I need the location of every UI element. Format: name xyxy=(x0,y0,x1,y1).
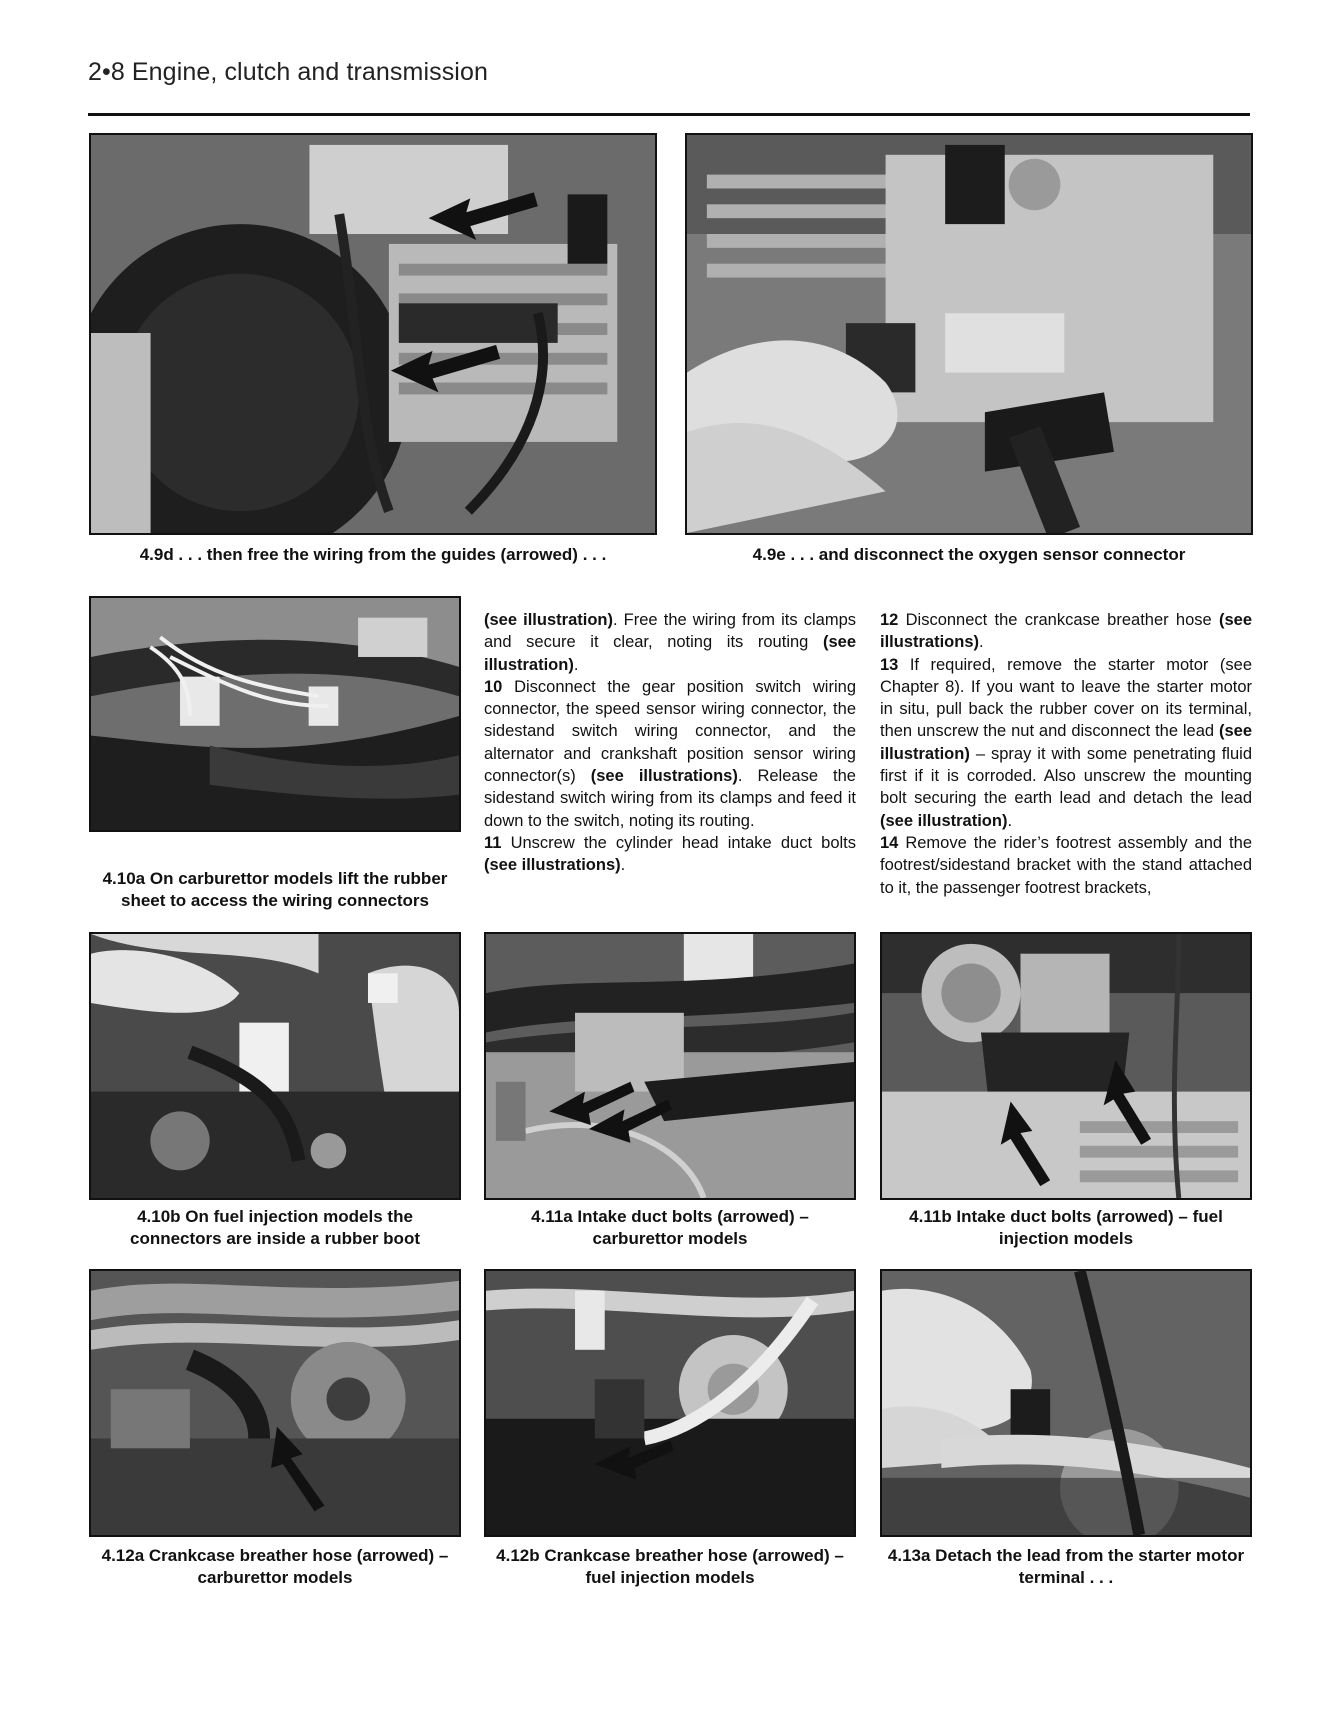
header-rule xyxy=(88,113,1250,116)
photo-4-13a xyxy=(880,1269,1252,1537)
paragraph-continuation: (see illustration). Free the wiring from its clamps and secure it clear, noting its routing (see illustration). xyxy=(484,611,856,674)
photo-4-10b xyxy=(89,932,461,1200)
photo-4-11b xyxy=(880,932,1252,1200)
caption-4-12b: 4.12b Crankcase breather hose (arrowed) – fuel injection models xyxy=(496,1546,844,1587)
caption-4-13a: 4.13a Detach the lead from the starter motor terminal . . . xyxy=(887,1546,1245,1587)
text-column-1 xyxy=(484,609,856,877)
page-header: 2•8 Engine, clutch and transmission xyxy=(88,58,488,86)
step-10: 10 Disconnect the gear position switch wiring connector, the speed sensor wiring connector, the sidestand switch wiring connector, and the alternator and crankshaft position sensor wiring connector(s) (see illustrations). Release the sidestand switch wiring from its clamps and feed it down to the switch, noting its routing. xyxy=(484,677,856,830)
photo-4-9e xyxy=(685,133,1253,535)
text-column-2 xyxy=(880,609,1252,899)
caption-4-11a: 4.11a Intake duct bolts (arrowed) – carburettor models xyxy=(531,1207,809,1248)
caption-4-11b: 4.11b Intake duct bolts (arrowed) – fuel injection models xyxy=(909,1207,1223,1248)
photo-4-9d xyxy=(89,133,657,535)
photo-4-11a xyxy=(484,932,856,1200)
photo-4-12b xyxy=(484,1269,856,1537)
caption-4-10b: 4.10b On fuel injection models the connectors are inside a rubber boot xyxy=(129,1207,420,1248)
step-13: 13 If required, remove the starter motor (see Chapter 8). If you want to leave the starter motor in situ, pull back the rubber cover on its terminal, then unscrew the nut and disconnect the lead (see illustration) – spray it with some penetrating fluid first if it is corroded. Also unscrew the mounting bolt securing the earth lead and detach the lead (see illustration). xyxy=(880,655,1252,830)
step-12: 12 Disconnect the crankcase breather hose (see illustrations). xyxy=(880,611,1252,652)
caption-4-9e: 4.9e . . . and disconnect the oxygen sensor connector xyxy=(752,545,1186,564)
step-14: 14 Remove the rider’s footrest assembly and the footrest/sidestand bracket with the stand attached to it, the passenger footrest brackets, xyxy=(880,833,1252,897)
photo-4-10a xyxy=(89,596,461,832)
caption-4-10a: 4.10a On carburettor models lift the rubber sheet to access the wiring connectors xyxy=(102,869,448,910)
photo-4-12a xyxy=(89,1269,461,1537)
caption-4-12a: 4.12a Crankcase breather hose (arrowed) – carburettor models xyxy=(101,1546,449,1587)
caption-4-9d: 4.9d . . . then free the wiring from the guides (arrowed) . . . xyxy=(139,545,607,564)
step-11: 11 Unscrew the cylinder head intake duct bolts (see illustrations). xyxy=(484,833,856,875)
